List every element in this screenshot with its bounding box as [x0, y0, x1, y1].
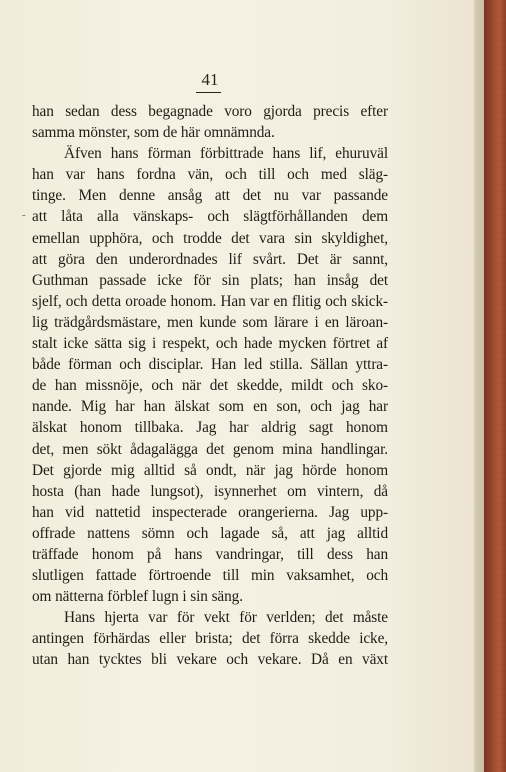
text-line: emellan upphöra, och trodde det vara sin skyldighet, [32, 229, 388, 247]
text-line: nande. Mig har han älskat som en son, och jag har [32, 398, 388, 416]
text-line: slutligen fattade förtroende till min vaksamhet, och [32, 567, 388, 585]
text-line: älskat honom tillbaka. Jag har aldrig sagt honom [32, 419, 388, 437]
text-line: Hans hjerta var för vekt för verlden; det måste [64, 609, 388, 627]
text-line: Det gjorde mig alltid så ondt, när jag hörde honom [32, 461, 388, 479]
text-line: Guthman passade icke för sin plats; han insåg det [32, 271, 388, 289]
text-line: både förman och disciplar. Han led stilla. Sällan yttra- [32, 356, 388, 374]
text-line: att låta alla vänskaps- och slägtförhållanden dem [32, 208, 388, 226]
text-line: om nätterna förblef lugn i sin säng. [32, 588, 243, 606]
page-number: 41 [201, 70, 219, 89]
text-line: Äfven hans förman förbittrade hans lif, ehuruväl [64, 145, 388, 163]
text-line: lig trädgårdsmästare, men kunde som lärare i en läroan- [32, 313, 388, 331]
text-line: samma mönster, som de här omnämnda. [32, 124, 275, 142]
cover-texture [484, 0, 506, 772]
body-text [32, 101, 388, 671]
text-line: han var hans fordna vän, och till och med släg- [32, 166, 388, 184]
text-line: det, men sökt ådagalägga det genom mina handlingar. [32, 440, 388, 458]
text-line: stalt icke sätta sig i respekt, och hade mycken förtret af [32, 335, 388, 353]
text-line: han vid nattetid inspecterade orangerierna. Jag upp- [32, 503, 388, 521]
text-line: att göra den underordnades lif svårt. Det är sannt, [32, 250, 388, 268]
text-line: hosta (han hade lungsot), isynnerhet om vintern, då [32, 482, 388, 500]
text-line: utan han tycktes bli vekare och vekare. Då en växt [32, 651, 388, 669]
text-line: de han missnöje, och när det skedde, mildt och sko- [32, 377, 388, 395]
text-line: tinge. Men denne ansåg att det nu var passande [32, 187, 388, 205]
page-number-rule [196, 92, 221, 93]
text-line: offrade nattens sömn och lagade så, att jag alltid [32, 524, 388, 542]
page-fore-edge [474, 0, 484, 772]
text-line: antingen förhärdas eller brista; det förra skedde icke, [32, 630, 388, 648]
text-line: sjelf, och detta oroade honom. Han var en flitig och skick- [32, 292, 388, 310]
text-line: träffade honom på hans vandringar, till dess han [32, 545, 388, 563]
text-line: han sedan dess begagnade voro gjorda precis efter [32, 103, 388, 120]
margin-mark: - [22, 209, 26, 221]
